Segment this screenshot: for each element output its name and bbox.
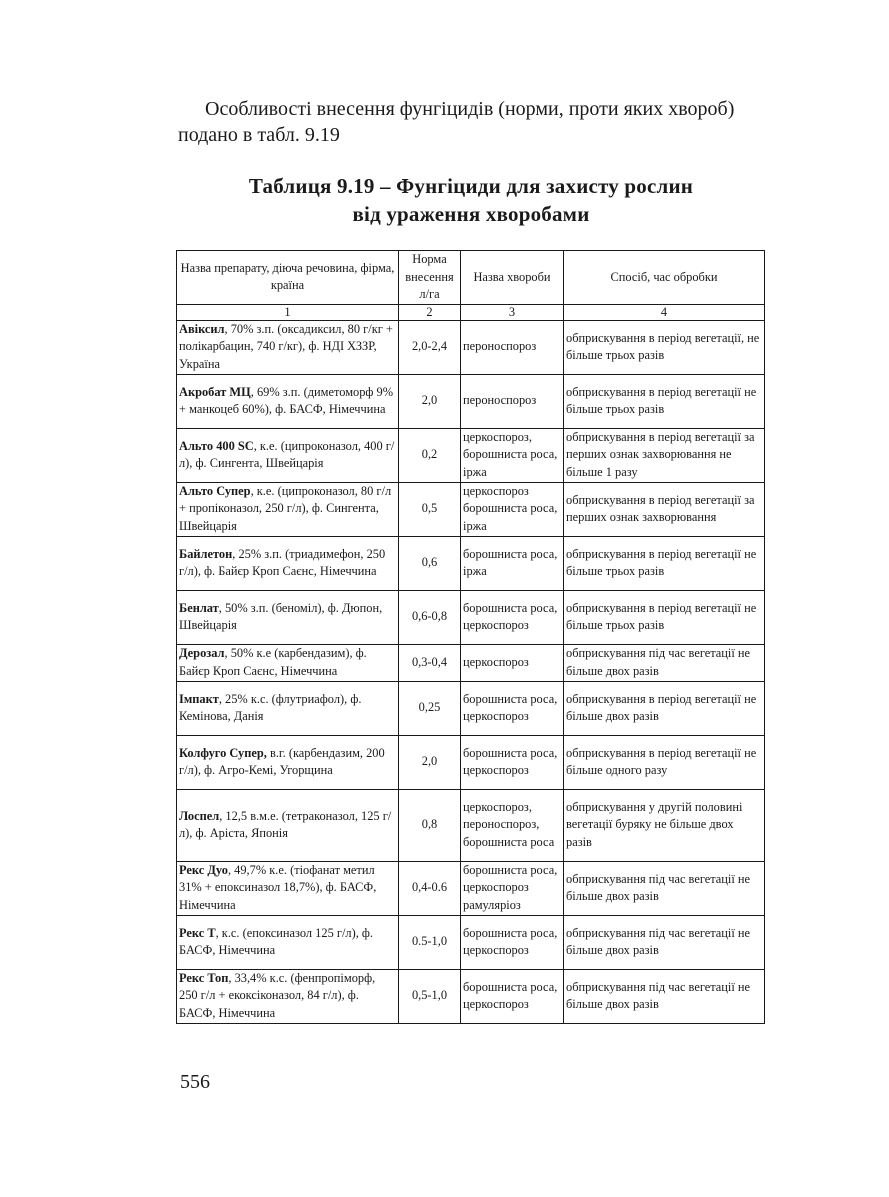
disease-cell: борошниста роса, церкоспороз <box>461 915 564 969</box>
product-cell <box>177 644 399 681</box>
method-cell: обприскування в період вегетації за перших ознак захворювання <box>564 482 765 536</box>
header-method: Спосіб, час обробки <box>564 251 765 305</box>
method-cell: обприскування у другій половині вегетації буряку не більше двох разів <box>564 789 765 861</box>
product-details: в.г. (карбендазим, 200 г/л), ф. Агро-Кемі, Угорщина <box>179 745 385 777</box>
product-details: , 70% з.п. (оксадиксил, 80 г/кг + полікарбацин, 740 г/кг), ф. НДІ ХЗЗР, Україна <box>179 321 393 371</box>
intro-text: Особливості внесення фунгіцидів (норми, проти яких хвороб) подано в табл. 9.19 <box>178 98 735 146</box>
disease-cell: церкоспороз борошниста роса, іржа <box>461 482 564 536</box>
rate-cell: 2,0-2,4 <box>399 320 461 374</box>
product-cell <box>177 969 399 1023</box>
disease-cell: борошниста роса, церкоспороз <box>461 681 564 735</box>
method-cell: обприскування під час вегетації не більше двох разів <box>564 861 765 915</box>
product-details: , 12,5 в.м.е. (тетраконазол, 125 г/л), ф. Аріста, Японія <box>179 808 392 840</box>
product-cell <box>177 374 399 428</box>
disease-cell: борошниста роса, церкоспороз <box>461 735 564 789</box>
disease-cell: церкоспороз, пероноспороз, борошниста роса <box>461 789 564 861</box>
product-cell <box>177 681 399 735</box>
rate-cell: 0,6-0,8 <box>399 590 461 644</box>
disease-cell: борошниста роса, церкоспороз рамуляріоз <box>461 861 564 915</box>
product-cell <box>177 915 399 969</box>
product-cell <box>177 320 399 374</box>
product-name: Альто 400 SC <box>179 438 254 453</box>
method-cell: обприскування в період вегетації, не більше трьох разів <box>564 320 765 374</box>
intro-paragraph <box>178 96 770 148</box>
table-title <box>178 172 764 228</box>
column-number: 1 <box>177 304 399 320</box>
table-body <box>177 320 765 1023</box>
product-cell <box>177 536 399 590</box>
method-cell: обприскування під час вегетації не більше двох разів <box>564 644 765 681</box>
rate-cell: 0,5 <box>399 482 461 536</box>
column-number-row <box>177 304 765 320</box>
table-title-line-2: від ураження хворобами <box>352 202 590 226</box>
column-number: 2 <box>399 304 461 320</box>
column-number: 3 <box>461 304 564 320</box>
table-row <box>177 590 765 644</box>
method-cell: обприскування в період вегетації за перших ознак захворювання не більше 1 разу <box>564 428 765 482</box>
product-details: , к.е. (ципроконазол, 400 г/л), ф. Сингента, Швейцарія <box>179 438 395 470</box>
product-name: Колфуго Супер, <box>179 745 267 760</box>
table-title-line-1: Таблиця 9.19 – Фунгіциди для захисту рослин <box>248 174 694 198</box>
disease-cell: пероноспороз <box>461 320 564 374</box>
column-number: 4 <box>564 304 765 320</box>
disease-cell: церкоспороз <box>461 644 564 681</box>
table-row <box>177 536 765 590</box>
rate-cell: 2,0 <box>399 374 461 428</box>
product-cell <box>177 789 399 861</box>
product-name: Лоспел <box>179 808 220 823</box>
table-row <box>177 735 765 789</box>
product-details: , 50% з.п. (беноміл), ф. Дюпон, Швейцарія <box>179 600 383 632</box>
table-row <box>177 915 765 969</box>
product-details: , 69% з.п. (диметоморф 9% + манкоцеб 60%), ф. БАСФ, Німеччина <box>179 384 394 416</box>
product-name: Акробат МЦ <box>179 384 251 399</box>
product-details: , 25% к.с. (флутриафол), ф. Кемінова, Данія <box>179 691 362 723</box>
header-disease: Назва хвороби <box>461 251 564 305</box>
fungicides-table <box>176 250 765 1024</box>
product-name: Рекс Топ <box>179 970 229 985</box>
table-row <box>177 969 765 1023</box>
product-cell <box>177 861 399 915</box>
method-cell: обприскування під час вегетації не більше двох разів <box>564 915 765 969</box>
product-cell <box>177 482 399 536</box>
product-details: , 33,4% к.с. (фенпропіморф, 250 г/л + екоксіконазол, 84 г/л), ф. БАСФ, Німеччина <box>179 970 376 1020</box>
product-name: Рекс Т <box>179 925 216 940</box>
table-row <box>177 681 765 735</box>
table-row <box>177 789 765 861</box>
disease-cell: пероноспороз <box>461 374 564 428</box>
page-number: 556 <box>180 1071 210 1093</box>
product-name: Рекс Дуо <box>179 862 228 877</box>
product-details: , к.е. (ципроконазол, 80 г/л + пропіконазол, 250 г/л), ф. Сингента, Швейцарія <box>179 483 392 533</box>
method-cell: обприскування під час вегетації не більше двох разів <box>564 969 765 1023</box>
product-name: Дерозал <box>179 646 225 660</box>
rate-cell: 0,6 <box>399 536 461 590</box>
product-details: , 49,7% к.е. (тіофанат метил 31% + епоксиназол 18,7%), ф. БАСФ, Німеччина <box>179 862 377 912</box>
rate-cell: 0.5-1,0 <box>399 915 461 969</box>
disease-cell: церкоспороз, борошниста роса, іржа <box>461 428 564 482</box>
method-cell: обприскування в період вегетації не більше трьох разів <box>564 374 765 428</box>
product-cell <box>177 428 399 482</box>
header-rate: Норма внесення л/га <box>399 251 461 305</box>
table-row <box>177 428 765 482</box>
product-name: Байлетон <box>179 546 233 561</box>
table-header-row <box>177 251 765 305</box>
product-details: , 25% з.п. (триадимефон, 250 г/л), ф. Байєр Кроп Саєнс, Німеччина <box>179 546 386 578</box>
product-details: , к.с. (епоксиназол 125 г/л), ф. БАСФ, Німеччина <box>179 925 374 957</box>
method-cell: обприскування в період вегетації не більше двох разів <box>564 681 765 735</box>
method-cell: обприскування в період вегетації не більше одного разу <box>564 735 765 789</box>
table-row <box>177 320 765 374</box>
rate-cell: 0,4-0.6 <box>399 861 461 915</box>
rate-cell: 0,2 <box>399 428 461 482</box>
disease-cell: борошниста роса, іржа <box>461 536 564 590</box>
product-name: Імпакт <box>179 691 219 706</box>
table-row <box>177 374 765 428</box>
rate-cell: 0,8 <box>399 789 461 861</box>
disease-cell: борошниста роса, церкоспороз <box>461 969 564 1023</box>
method-cell: обприскування в період вегетації не більше трьох разів <box>564 590 765 644</box>
disease-cell: борошниста роса, церкоспороз <box>461 590 564 644</box>
rate-cell: 0,5-1,0 <box>399 969 461 1023</box>
rate-cell: 0,3-0,4 <box>399 644 461 681</box>
product-name: Альто Супер <box>179 483 251 498</box>
rate-cell: 2,0 <box>399 735 461 789</box>
product-cell <box>177 735 399 789</box>
product-details: , 50% к.е (карбендазим), ф. Байєр Кроп Саєнс, Німеччина <box>179 646 367 678</box>
product-name: Бенлат <box>179 600 219 615</box>
rate-cell: 0,25 <box>399 681 461 735</box>
header-product: Назва препарату, діюча речовина, фірма, країна <box>177 251 399 305</box>
table-row <box>177 644 765 681</box>
method-cell: обприскування в період вегетації не більше трьох разів <box>564 536 765 590</box>
table-row <box>177 482 765 536</box>
product-cell <box>177 590 399 644</box>
table-row <box>177 861 765 915</box>
product-name: Авіксил <box>179 321 225 336</box>
